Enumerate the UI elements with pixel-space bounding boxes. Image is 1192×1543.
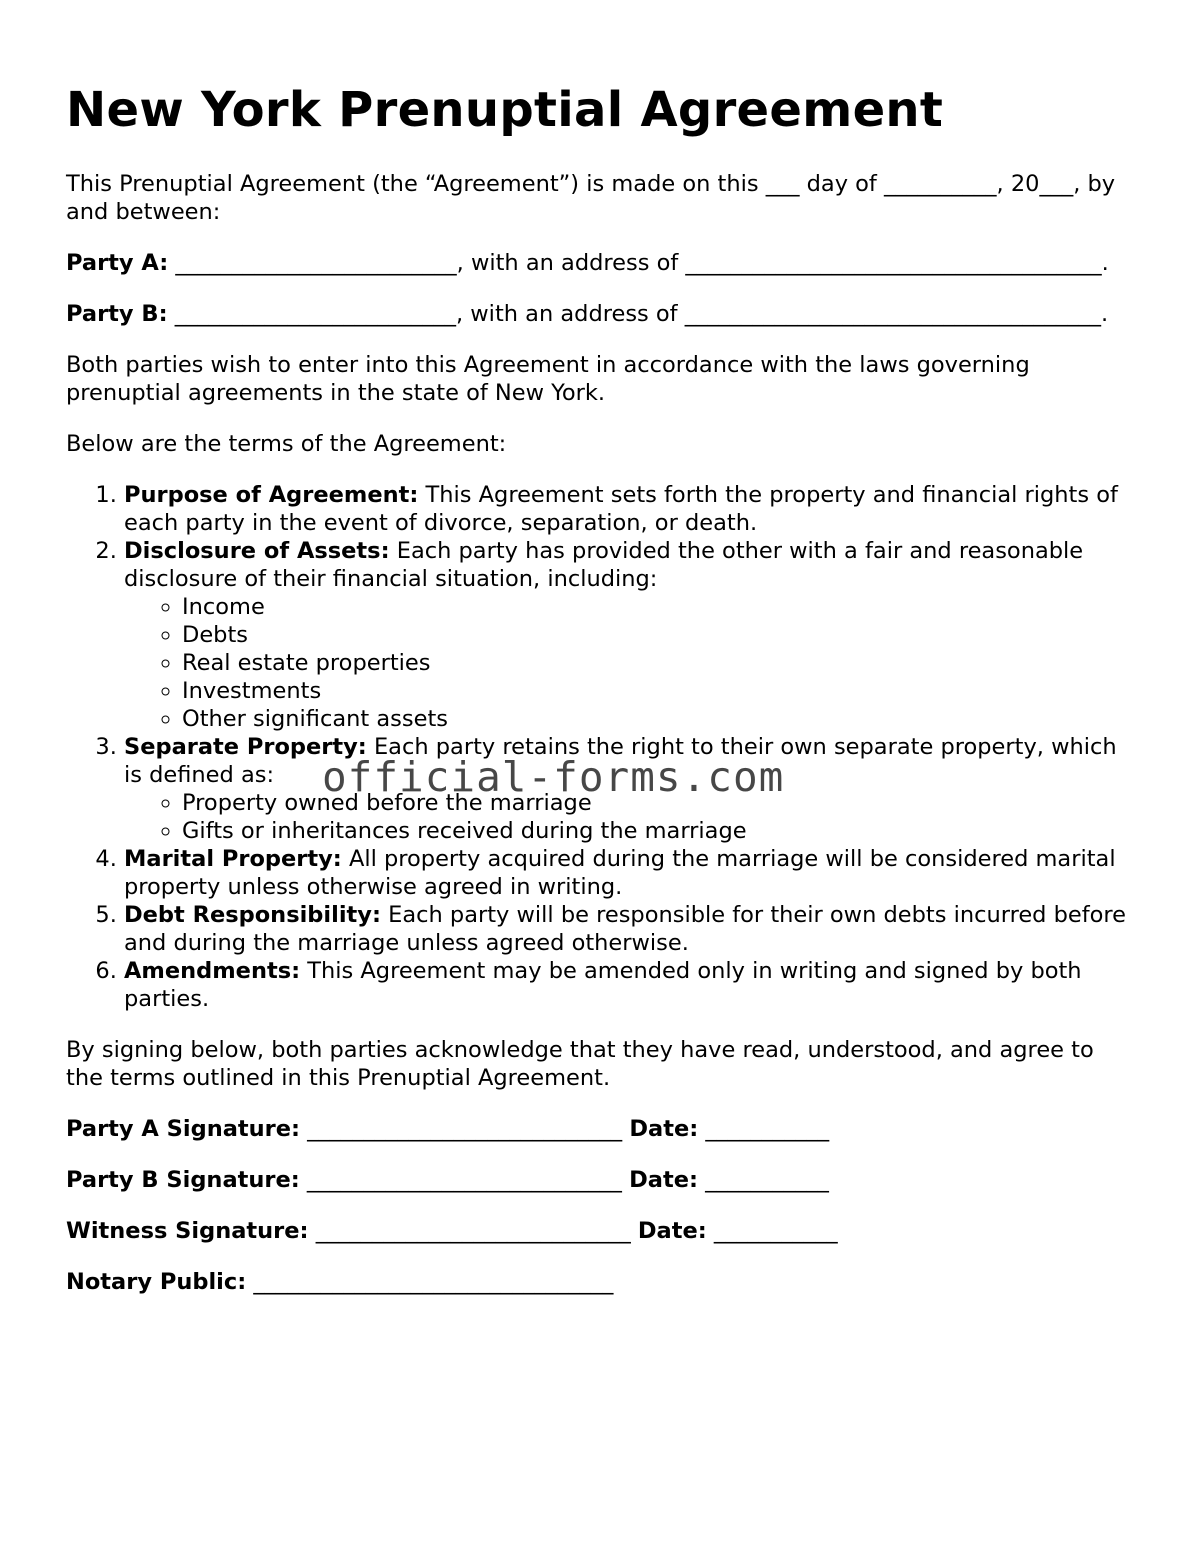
- term-heading: Purpose of Agreement:: [124, 482, 419, 508]
- date-label: Date:: [629, 1116, 699, 1142]
- term-heading: Amendments:: [124, 958, 301, 984]
- term-text: This Agreement sets forth the property and financial rights of each party in the event of divorce, separation, or death.: [124, 482, 1118, 536]
- watermark: official-forms.com: [322, 753, 785, 801]
- term-item: [124, 733, 1136, 845]
- date-label: Date:: [637, 1218, 707, 1244]
- term-item: [124, 845, 1136, 901]
- purpose-statement: Both parties wish to enter into this Agreement in accordance with the laws governing prenuptial agreements in the state of New York.: [66, 352, 1030, 406]
- party-b-line: [66, 300, 1136, 328]
- date-blank: ___________: [706, 1218, 838, 1244]
- date-blank: ___________: [698, 1116, 830, 1142]
- notary-signature-line: [66, 1268, 1136, 1296]
- signature-label: Party B Signature:: [66, 1167, 300, 1193]
- party-a-signature-line: [66, 1115, 1136, 1143]
- party-a-line: [66, 249, 1136, 277]
- party-b-fill: _________________________, with an address of _____________________________________.: [167, 301, 1109, 327]
- document-page: [66, 80, 1136, 1319]
- list-item: ◦ Debts: [182, 621, 1136, 649]
- witness-signature-line: [66, 1217, 1136, 1245]
- party-b-label: Party B:: [66, 301, 168, 327]
- term-text: Each party retains the right to their own separate property, which is defined as:: [124, 734, 1117, 788]
- list-item: ◦ Gifts or inheritances received during the marriage: [182, 817, 1136, 845]
- term-heading: Disclosure of Assets:: [124, 538, 390, 564]
- party-b-signature-line: [66, 1166, 1136, 1194]
- signature-label: Witness Signature:: [66, 1218, 309, 1244]
- term-heading: Debt Responsibility:: [124, 902, 381, 928]
- term-item: [124, 957, 1136, 1013]
- intro-paragraph: This Prenuptial Agreement (the “Agreement”) is made on this ___ day of __________, 20___, by and between:: [66, 171, 1116, 225]
- list-item: ◦ Real estate properties: [182, 649, 1136, 677]
- term-text: This Agreement may be amended only in writing and signed by both parties.: [124, 958, 1082, 1012]
- signature-blank: ____________________________: [308, 1218, 638, 1244]
- term-text: All property acquired during the marriage will be considered marital property unless otherwise agreed in writing.: [124, 846, 1116, 900]
- list-item: ◦ Investments: [182, 677, 1136, 705]
- asset-list: [124, 593, 1136, 733]
- closing-paragraph: By signing below, both parties acknowledge that they have read, understood, and agree to the terms outlined in this Prenuptial Agreement.: [66, 1037, 1094, 1091]
- signature-label: Notary Public:: [66, 1269, 247, 1295]
- signature-blank: ____________________________: [300, 1116, 630, 1142]
- signature-blank: ____________________________: [299, 1167, 630, 1193]
- term-text: Each party has provided the other with a fair and reasonable disclosure of their financial situation, including:: [124, 538, 1084, 592]
- term-text: Each party will be responsible for their own debts incurred before and during the marriage unless agreed otherwise.: [124, 902, 1127, 956]
- date-label: Date:: [629, 1167, 698, 1193]
- separate-property-list: [124, 789, 1136, 845]
- signature-label: Party A Signature:: [66, 1116, 301, 1142]
- term-heading: Separate Property:: [124, 734, 367, 760]
- term-item: [124, 481, 1136, 537]
- list-item: ◦ Other significant assets: [182, 705, 1136, 733]
- document-title: New York Prenuptial Agreement: [66, 82, 944, 138]
- term-heading: Marital Property:: [124, 846, 342, 872]
- terms-intro: Below are the terms of the Agreement:: [66, 431, 507, 457]
- term-item: [124, 537, 1136, 733]
- date-blank: ___________: [697, 1167, 829, 1193]
- signature-blank: ________________________________: [246, 1269, 614, 1295]
- party-a-label: Party A:: [66, 250, 169, 276]
- list-item: ◦ Property owned before the marriage: [182, 789, 1136, 817]
- list-item: ◦ Income: [182, 593, 1136, 621]
- term-item: [124, 901, 1136, 957]
- terms-list: [66, 481, 1136, 1013]
- party-a-fill: _________________________, with an address of _____________________________________.: [168, 250, 1109, 276]
